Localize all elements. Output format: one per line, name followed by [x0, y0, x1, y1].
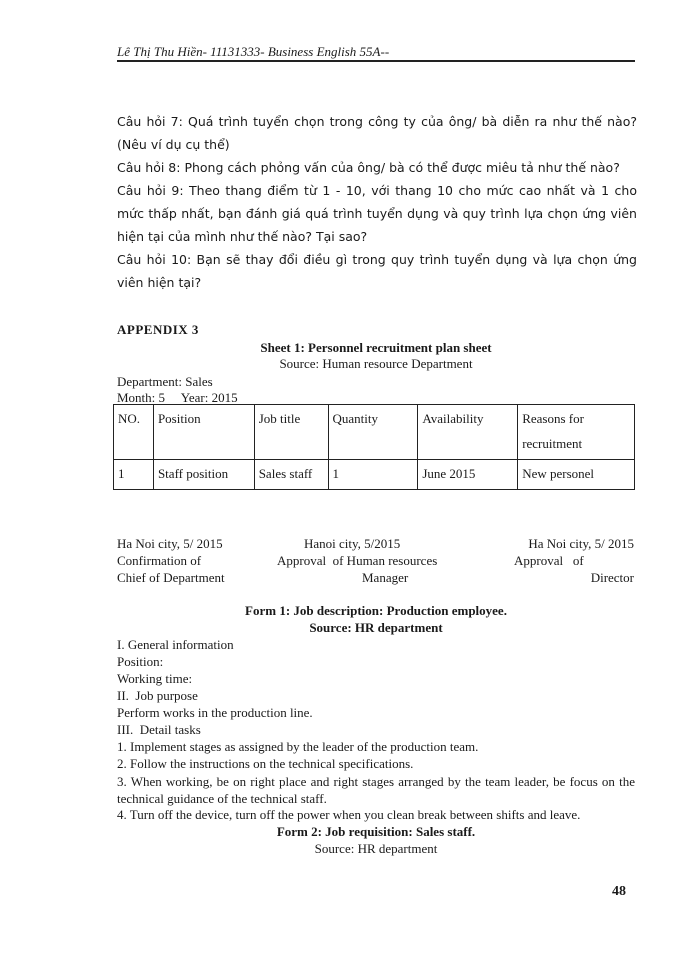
signature-mid-line2: Manager: [362, 570, 409, 585]
header-cell-job-title: Job title: [254, 405, 328, 460]
question-9: Câu hỏi 9: Theo thang điểm từ 1 - 10, với thang 10 cho mức cao nhất và 1 cho mức thấp nhất, bạn đánh giá quá trình tuyển dụng và quy trình lựa chọn ứng viên hiện tại của mình như thế nào? Tại sao?: [117, 183, 637, 244]
form1-detail-tasks: III. Detail tasks: [117, 722, 201, 737]
page-number: 48: [612, 884, 626, 899]
signature-mid-line1: Approval of Human resources: [277, 553, 438, 568]
recruitment-plan-table: [113, 404, 635, 490]
form1-item-1: 1. Implement stages as assigned by the leader of the production team.: [117, 739, 479, 754]
signature-left-line1: Confirmation of: [117, 553, 202, 568]
cell-position: Staff position: [153, 460, 254, 490]
header-cell-availability: Availability: [418, 405, 518, 460]
question-8: Câu hỏi 8: Phong cách phỏng vấn của ông/ bà có thể được miêu tả như thế nào?: [117, 160, 620, 175]
table-row: [114, 460, 635, 490]
form2-title: Form 2: Job requisition: Sales staff.: [276, 824, 476, 839]
appendix-title: APPENDIX 3: [117, 322, 199, 337]
form1-item-2: 2. Follow the instructions on the technical specifications.: [117, 756, 414, 771]
sheet-source: Source: Human resource Department: [279, 356, 473, 371]
form1-position: Position:: [117, 654, 164, 669]
form1-source: Source: HR department: [309, 620, 443, 635]
question-7: Câu hỏi 7: Quá trình tuyển chọn trong công ty của ông/ bà diễn ra như thế nào? (Nêu ví dụ cụ thể): [117, 114, 637, 152]
department-line: Department: Sales: [117, 374, 213, 389]
question-10: Câu hỏi 10: Bạn sẽ thay đổi điều gì trong quy trình tuyển dụng và lựa chọn ứng viên hiện tại?: [117, 252, 637, 290]
cell-no: 1: [114, 460, 154, 490]
form2-source: Source: HR department: [314, 841, 438, 856]
cell-reasons: New personel: [518, 460, 635, 490]
signature-right-line2: Director: [590, 570, 634, 585]
form1-perform-works: Perform works in the production line.: [117, 705, 313, 720]
header-cell-no: NO.: [114, 405, 154, 460]
page-header: Lê Thị Thu Hiền- 11131333- Business English 55A--: [117, 44, 390, 59]
form1-item-4: 4. Turn off the device, turn off the power when you clean break between shifts and leave.: [117, 807, 581, 822]
table-header-row: [114, 405, 635, 460]
cell-availability: June 2015: [418, 460, 518, 490]
sheet-title: Sheet 1: Personnel recruitment plan sheet: [260, 340, 492, 355]
form1-working-time: Working time:: [117, 671, 193, 686]
signature-right-date: Ha Noi city, 5/ 2015: [528, 536, 634, 551]
signature-mid-date: Hanoi city, 5/2015: [304, 536, 401, 551]
signature-left-date: Ha Noi city, 5/ 2015: [117, 536, 223, 551]
form1-title: Form 1: Job description: Production employee.: [245, 603, 507, 618]
header-cell-position: Position: [153, 405, 254, 460]
form1-item-3: 3. When working, be on right place and right stages arranged by the team leader, be focus on the technical guidance of the technical staff.: [117, 774, 635, 806]
month-year-line: Month: 5 Year: 2015: [117, 390, 238, 405]
header-cell-quantity: Quantity: [328, 405, 418, 460]
signature-left-line2: Chief of Department: [117, 570, 225, 585]
form1-general-info: I. General information: [117, 637, 234, 652]
header-rule: [117, 60, 635, 62]
cell-job-title: Sales staff: [254, 460, 328, 490]
header-cell-reasons: Reasons for recruitment: [518, 405, 635, 460]
cell-quantity: 1: [328, 460, 418, 490]
form1-job-purpose: II. Job purpose: [117, 688, 198, 703]
signature-right-line1: Approval of: [514, 553, 584, 568]
